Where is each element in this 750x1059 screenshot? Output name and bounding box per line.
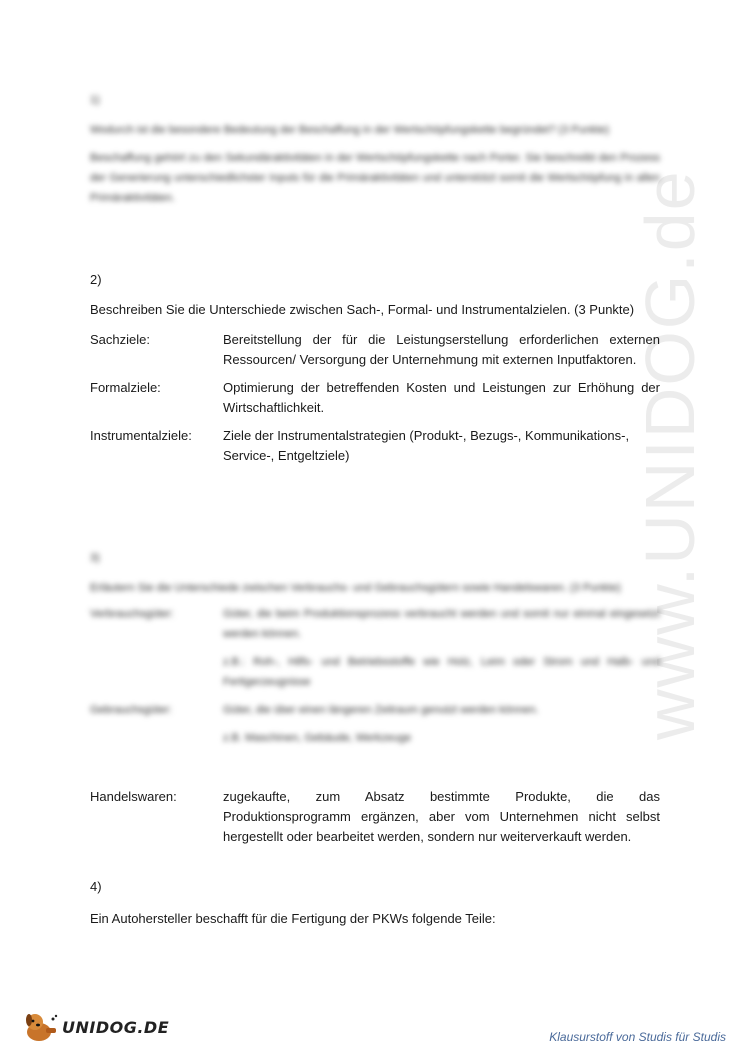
definition-term: Handelswaren: bbox=[90, 789, 177, 804]
question-2 bbox=[90, 270, 660, 474]
definition-desc: Güter, die über einen längeren Zeitraum genutzt werden können. bbox=[223, 704, 539, 716]
question-1-text: Wodurch ist die besondere Bedeutung der Beschaffung in der Wertschöpfungskette begründet? (3 Punkte) bbox=[90, 124, 610, 136]
question-4 bbox=[90, 877, 660, 929]
handelswaren-row bbox=[90, 787, 660, 855]
definition-row bbox=[90, 700, 660, 748]
question-3-number: 3) bbox=[90, 552, 100, 564]
definition-term: Formalziele: bbox=[90, 380, 161, 395]
definition-desc: Optimierung der betreffenden Kosten und Leistungen zur Erhöhung der Wirtschaftlichkeit. bbox=[223, 380, 660, 415]
question-1-answer: Beschaffung gehört zu den Sekundäraktivitäten in der Wertschöpfungskette nach Porter. Sie beschreibt den Prozess der Generierung unterschiedlichster Inputs für die Primäraktivitäten und unterstützt somit die Wertschöpfung in allen Primäraktivitäten. bbox=[90, 152, 660, 204]
definition-example: z.B.: Roh-, Hilfs- und Betriebsstoffe wie Holz, Leim oder Strom und Halb- und Fertigerzeugnisse bbox=[223, 656, 660, 688]
definition-row bbox=[90, 330, 660, 370]
question-4-text: Ein Autohersteller beschafft für die Fertigung der PKWs folgende Teile: bbox=[90, 911, 496, 926]
definition-term: Verbrauchsgüter: bbox=[90, 608, 174, 620]
footer-tagline: Klausurstoff von Studis für Studis bbox=[549, 1030, 726, 1044]
definition-term: Gebrauchsgüter: bbox=[90, 704, 172, 716]
logo-text: UNIDOG.DE bbox=[62, 1017, 170, 1037]
question-2-text: Beschreiben Sie die Unterschiede zwischen Sach-, Formal- und Instrumentalzielen. (3 Punkte) bbox=[90, 302, 635, 317]
question-1-number: 1) bbox=[90, 94, 100, 106]
question-3-text: Erläutern Sie die Unterschiede zwischen Verbrauchs- und Gebrauchsgütern sowie Handelswaren. (3 Punkte) bbox=[90, 582, 621, 594]
definition-row bbox=[90, 604, 660, 692]
definition-row bbox=[90, 426, 660, 466]
question-2-number: 2) bbox=[90, 272, 102, 287]
question-4-number: 4) bbox=[90, 879, 102, 894]
definition-desc: Güter, die beim Produktionsprozess verbraucht werden und somit nur einmal eingesetzt werden können. bbox=[223, 608, 660, 640]
definition-desc: Ziele der Instrumentalstrategien (Produkt-, Bezugs-, Kommunikations-, Service-, Entgeltziele) bbox=[223, 428, 630, 463]
definition-desc: Bereitstellung der für die Leistungserstellung erforderlichen externen Ressourcen/ Versorgung der Unternehmung mit externen Inputfaktoren. bbox=[223, 332, 660, 367]
definition-example: z.B. Maschinen, Gebäude, Werkzeuge bbox=[223, 732, 412, 744]
unidog-logo bbox=[22, 1010, 169, 1044]
question-3 bbox=[90, 548, 660, 756]
definition-row bbox=[90, 787, 660, 847]
question-1 bbox=[90, 90, 660, 208]
definition-term: Sachziele: bbox=[90, 332, 150, 347]
definition-row bbox=[90, 378, 660, 418]
watermark: www.UNIDOG.de bbox=[631, 169, 709, 740]
dog-icon bbox=[22, 1010, 60, 1044]
definition-desc: zugekaufte, zum Absatz bestimmte Produkte, die das Produktionsprogramm ergänzen, aber vom Unternehmen nicht selbst hergestellt oder bearbeitet werden, sondern nur weiterverkauft werden. bbox=[223, 789, 660, 844]
definition-term: Instrumentalziele: bbox=[90, 428, 192, 443]
